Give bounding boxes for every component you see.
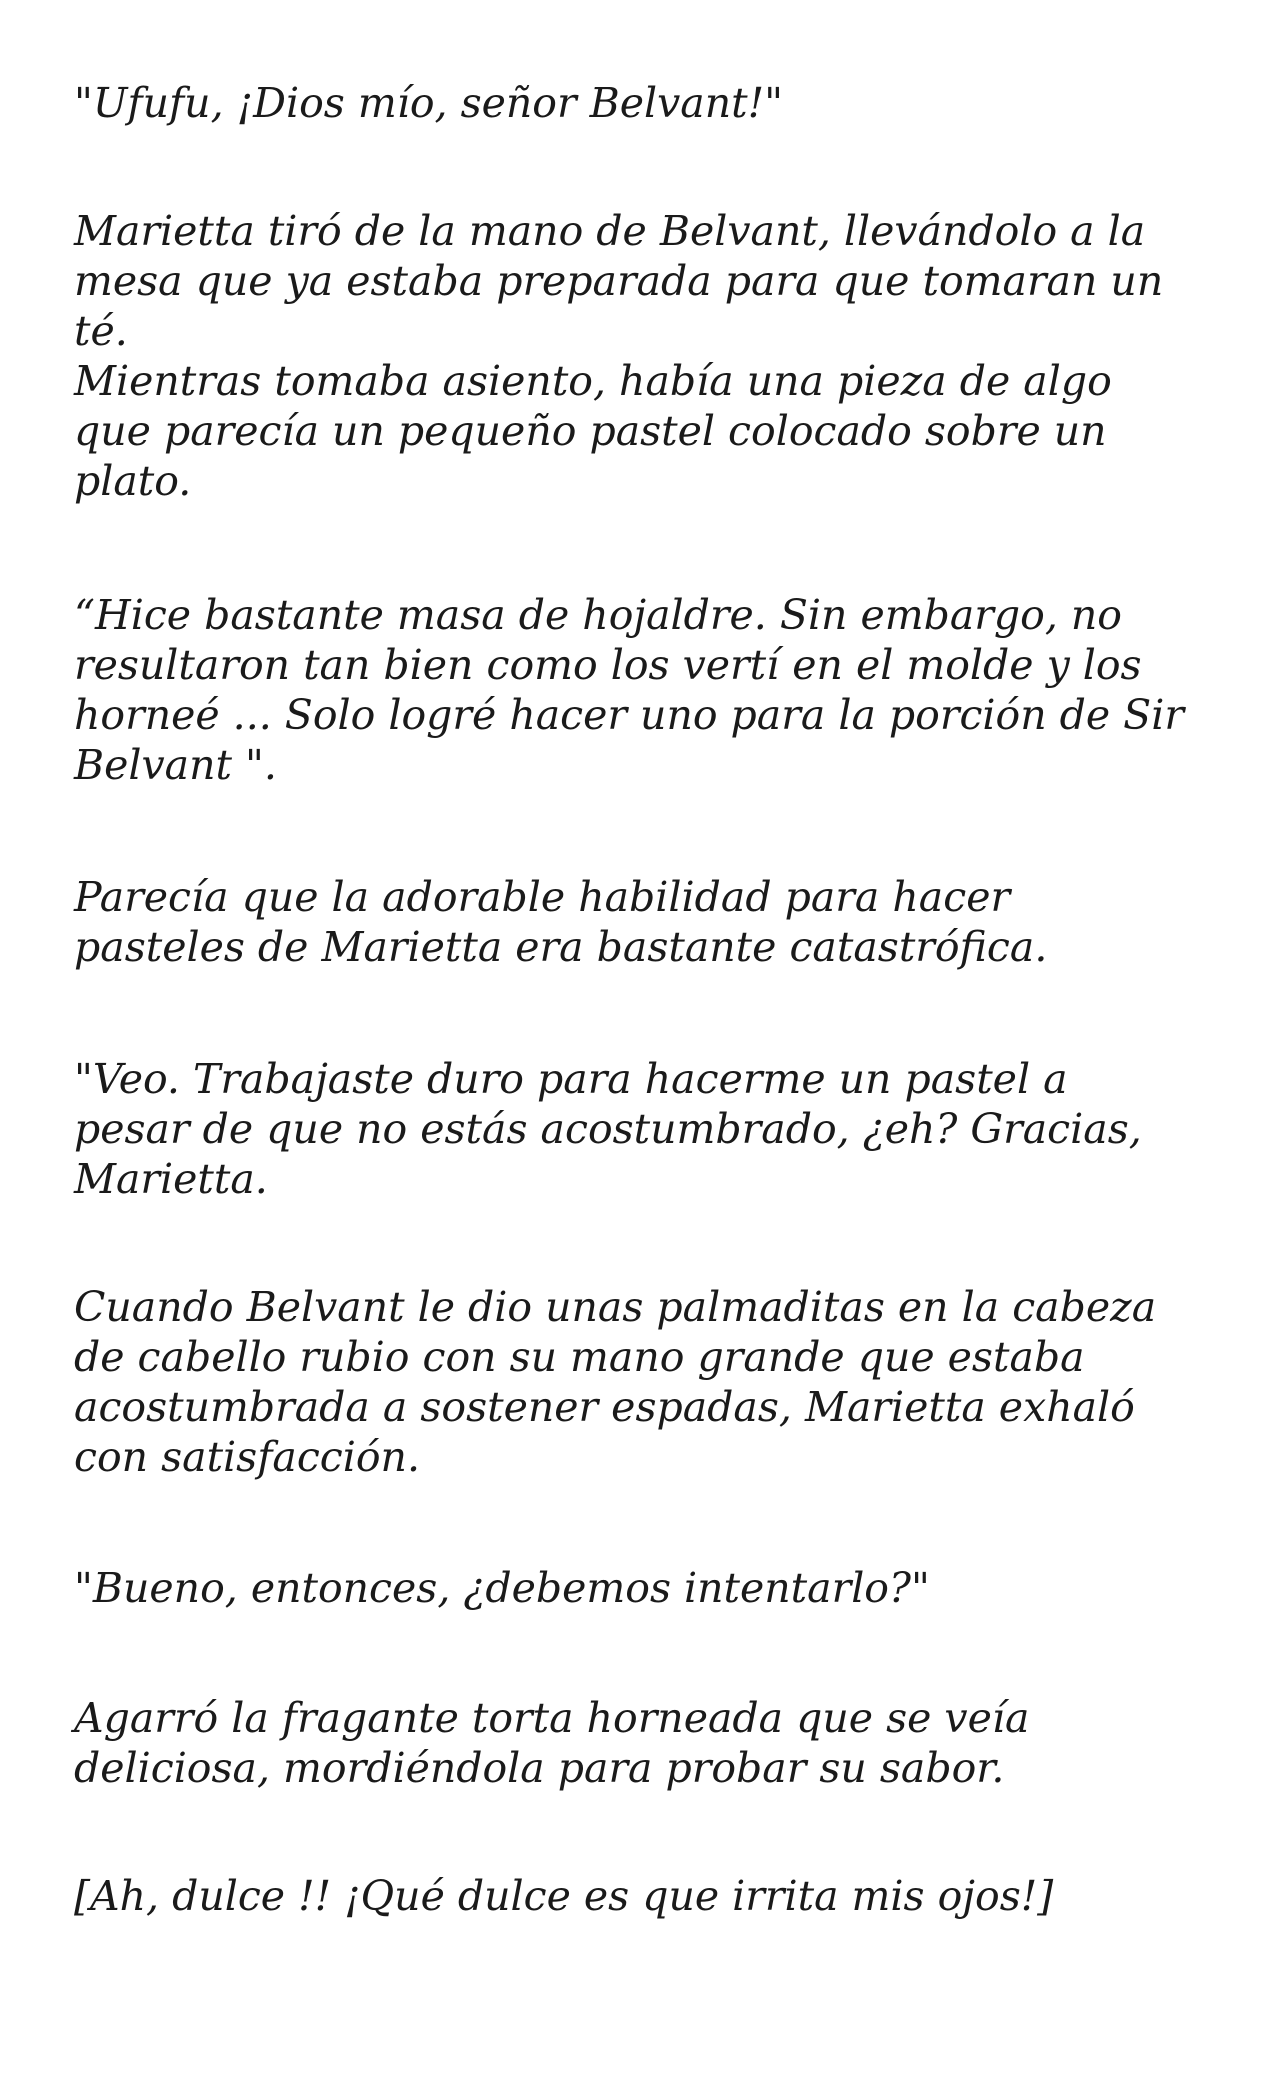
paragraph-line: té. — [74, 307, 128, 355]
paragraph-line: “Hice bastante masa de hojaldre. Sin embargo, no — [74, 591, 1122, 639]
paragraph-line: resultaron tan bien como los vertí en el molde y los — [74, 641, 1142, 689]
paragraph-line: deliciosa, mordiéndola para probar su sabor. — [74, 1744, 1005, 1792]
paragraph-line: pasteles de Marietta era bastante catastrófica. — [74, 923, 1048, 971]
paragraph-dulce — [74, 1871, 1224, 1921]
paragraph-line: Marietta. — [74, 1155, 268, 1203]
paragraph-catastrofica — [74, 872, 1224, 972]
paragraph-line: "Bueno, entonces, ¿debemos intentarlo?" — [74, 1564, 930, 1612]
paragraph-line: Cuando Belvant le dio unas palmaditas en la cabeza — [74, 1283, 1157, 1331]
paragraph-line: "Ufufu, ¡Dios mío, señor Belvant!" — [74, 79, 783, 127]
paragraph-line: con satisfacción. — [74, 1433, 420, 1481]
paragraph-line: Marietta tiró de la mano de Belvant, llevándolo a la — [74, 207, 1146, 255]
paragraph-line: "Veo. Trabajaste duro para hacerme un pastel a — [74, 1055, 1068, 1103]
paragraph-line: plato. — [74, 457, 192, 505]
paragraph-line: Agarró la fragante torta horneada que se veía — [74, 1694, 1030, 1742]
paragraph-marietta-tiro — [74, 206, 1224, 506]
paragraph-line: Belvant ". — [74, 741, 277, 789]
paragraph-line: Parecía que la adorable habilidad para hacer — [74, 873, 1011, 921]
paragraph-line: [Ah, dulce !! ¡Qué dulce es que irrita mis ojos!] — [74, 1872, 1054, 1920]
paragraph-line: horneé ... Solo logré hacer uno para la porción de Sir — [74, 691, 1184, 739]
paragraph-veo — [74, 1054, 1224, 1204]
paragraph-line: que parecía un pequeño pastel colocado sobre un — [74, 407, 1107, 455]
paragraph-intentarlo — [74, 1563, 1224, 1613]
paragraph-palmaditas — [74, 1282, 1224, 1482]
paragraph-line: pesar de que no estás acostumbrado, ¿eh? Gracias, — [74, 1105, 1142, 1153]
paragraph-line: de cabello rubio con su mano grande que estaba — [74, 1333, 1085, 1381]
paragraph-line: mesa que ya estaba preparada para que tomaran un — [74, 257, 1164, 305]
paragraph-torta — [74, 1693, 1224, 1793]
paragraph-line: Mientras tomaba asiento, había una pieza de algo — [74, 357, 1112, 405]
paragraph-ufufu — [74, 78, 1224, 128]
paragraph-line: acostumbrada a sostener espadas, Marietta exhaló — [74, 1383, 1135, 1431]
paragraph-hojaldre — [74, 590, 1224, 790]
